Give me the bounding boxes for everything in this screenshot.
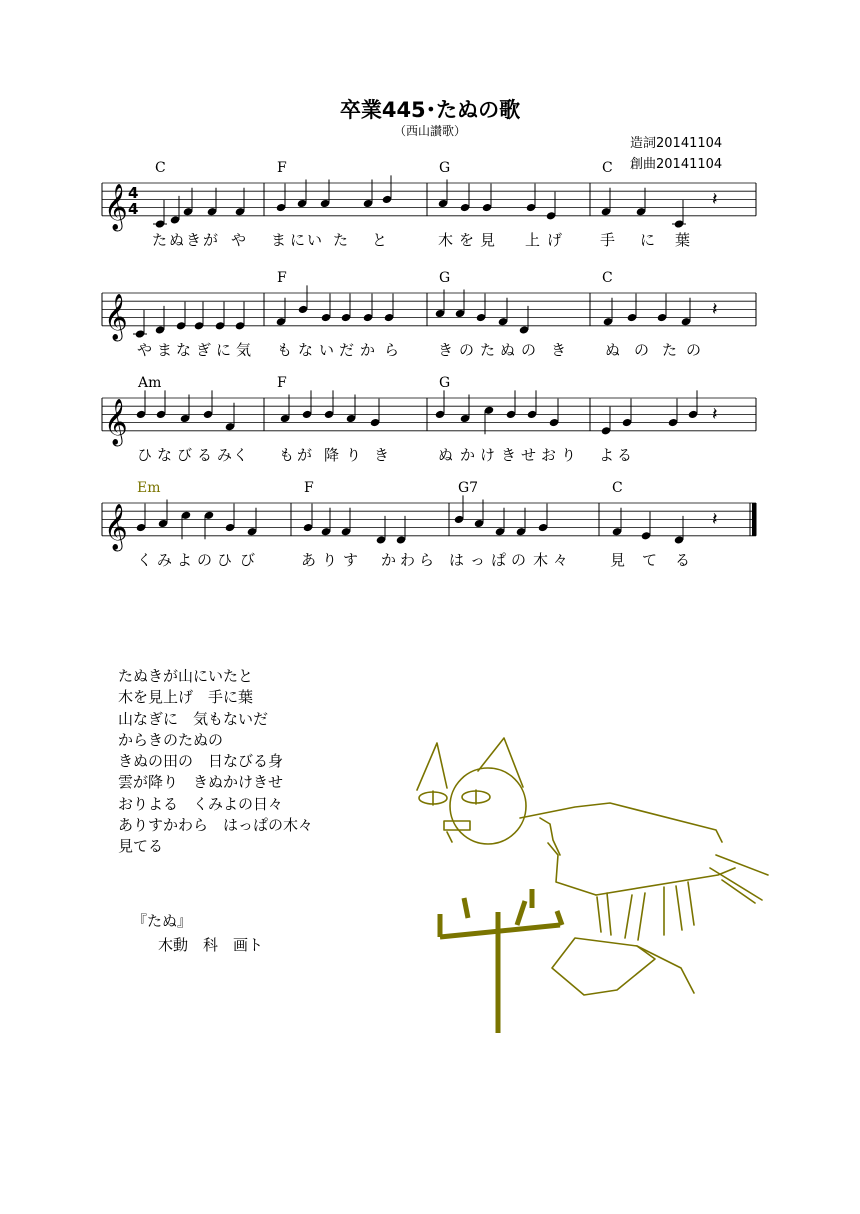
lyric-syllable: っ — [470, 551, 486, 569]
chord-symbol: G7 — [458, 480, 479, 496]
lyric-syllable: る — [675, 551, 691, 569]
poem-line: ありすかわら はっぱの木々 — [118, 816, 314, 835]
lyric-syllable: く — [137, 551, 153, 569]
lyric-syllable: の — [197, 551, 213, 569]
music-credit: 創曲20141104 — [630, 157, 723, 172]
head-circle — [450, 768, 526, 844]
quarter-rest-icon: 𝄽 — [712, 404, 718, 425]
lyric-syllable: 見 — [480, 231, 496, 249]
lyric-syllable: な — [157, 446, 173, 464]
lyric-syllable: 葉 — [675, 231, 691, 249]
lyric-syllable: ま — [157, 341, 173, 359]
lyric-syllable: の — [686, 341, 702, 359]
poem-line: 雲が降り きぬかけきせ — [118, 773, 284, 792]
lyric-syllable: な — [176, 341, 192, 359]
lyric-syllable: だ — [339, 341, 355, 359]
lyric-syllable: 手 — [600, 231, 616, 249]
lyric-syllable: に — [640, 231, 656, 249]
lyric-syllable: も — [279, 446, 295, 464]
lyric-syllable: た — [662, 341, 678, 359]
lyric-syllable: か — [360, 341, 376, 359]
page-title: 卒業445･たぬの歌 — [339, 98, 521, 122]
leg-lines — [597, 882, 694, 940]
lyric-syllable: 気 — [236, 341, 252, 359]
lyric-syllable: ら — [384, 341, 400, 359]
lyric-syllable: り — [346, 446, 362, 464]
lyric-syllable: よ — [177, 551, 193, 569]
poem-line: おりよる くみよの日々 — [118, 794, 284, 813]
treble-clef-icon: 𝄞 — [104, 293, 128, 340]
left-ear-line — [417, 743, 447, 790]
lyric-syllable: り — [322, 551, 338, 569]
lyric-syllable: り — [561, 446, 577, 464]
lyric-syllable: お — [541, 446, 557, 464]
chord-symbol: F — [277, 270, 287, 286]
lyric-syllable: ぬ — [500, 341, 516, 359]
lyric-syllable: か — [460, 446, 476, 464]
lyric-syllable: 木 — [533, 551, 549, 569]
chord-symbol: C — [155, 160, 166, 176]
chord-symbol: F — [277, 160, 287, 176]
back-line — [520, 803, 722, 842]
lyric-syllable: み — [217, 446, 233, 464]
poem-line: たぬきが山にいたと — [118, 667, 254, 685]
chord-symbol: G — [439, 160, 451, 176]
lyric-syllable: わ — [400, 551, 416, 569]
lyric-syllable: び — [240, 551, 256, 569]
lyric-syllable: な — [298, 341, 314, 359]
chord-symbol: C — [602, 270, 613, 286]
lyric-syllable: も — [277, 341, 293, 359]
poem-line: きぬの田の 日なびる身 — [118, 752, 284, 771]
quarter-rest-icon: 𝄽 — [712, 509, 718, 530]
artwork-title: 『たぬ』 — [132, 912, 193, 930]
lyric-syllable: た — [333, 231, 349, 249]
lyric-syllable: ぬ — [438, 446, 454, 464]
lyric-syllable: 降 — [324, 446, 340, 464]
lyric-syllable: ひ — [217, 551, 233, 569]
lyric-syllable: び — [177, 446, 193, 464]
tail-lines — [710, 855, 768, 903]
lyric-syllable: せ — [521, 446, 537, 464]
final-barline-thick — [752, 503, 756, 536]
lyric-syllable: あ — [301, 551, 317, 569]
lyric-syllable: て — [642, 551, 658, 569]
lyric-syllable: き — [374, 446, 390, 464]
lyric-syllable: く — [233, 446, 249, 464]
time-signature-bottom: 4 — [128, 200, 139, 218]
lyric-syllable: の — [521, 341, 537, 359]
lyric-syllable: が — [203, 231, 219, 249]
lyric-syllable: る — [617, 446, 633, 464]
lyric-syllable: い — [307, 231, 323, 249]
lyric-syllable: に — [290, 231, 306, 249]
chord-symbol: G — [439, 375, 451, 391]
lyric-syllable: 見 — [610, 551, 626, 569]
lyrics-credit: 造詞20141104 — [630, 136, 723, 151]
poem-line: からきのたぬの — [118, 730, 224, 749]
lyric-syllable: き — [551, 341, 567, 359]
lyric-syllable: す — [343, 551, 359, 569]
lyric-syllable: よ — [599, 446, 615, 464]
lyric-syllable: ひ — [137, 446, 153, 464]
poem-line: 山なぎに 気もないだ — [118, 709, 269, 728]
treble-clef-icon: 𝄞 — [104, 183, 128, 230]
belly-line — [596, 868, 735, 895]
lyric-syllable: ぱ — [491, 551, 507, 569]
lyric-syllable: 木 — [438, 231, 454, 249]
lyric-syllable: や — [137, 341, 153, 359]
lyric-syllable: ら — [419, 551, 435, 569]
lyric-syllable: と — [372, 231, 388, 249]
lyric-syllable: き — [501, 446, 517, 464]
lyric-syllable: き — [438, 341, 454, 359]
lyric-syllable: の — [634, 341, 650, 359]
chord-symbol: Em — [137, 480, 161, 496]
lyric-syllable: み — [157, 551, 173, 569]
poem-text — [118, 666, 313, 858]
tanuki-drawing — [400, 730, 800, 1050]
poem-line: 木を見上げ 手に葉 — [118, 688, 254, 707]
chord-symbol: F — [277, 375, 287, 391]
chord-symbol: G — [439, 270, 451, 286]
chord-symbol: C — [612, 480, 623, 496]
chord-symbol: Am — [138, 375, 162, 391]
lyric-syllable: を — [459, 231, 475, 249]
treble-clef-icon: 𝄞 — [104, 398, 128, 445]
lyric-syllable: ぎ — [196, 341, 212, 359]
artist-signature: 木動 科 画ト — [158, 936, 264, 954]
lyric-syllable: に — [216, 341, 232, 359]
lyric-syllable: の — [459, 341, 475, 359]
tree-drawing — [440, 889, 562, 1033]
lyric-syllable: ぬ — [605, 341, 621, 359]
lyric-syllable: た — [152, 231, 168, 249]
quarter-rest-icon: 𝄽 — [712, 299, 718, 320]
quarter-rest-icon: 𝄽 — [712, 189, 718, 210]
lyric-syllable: 上 — [525, 231, 541, 249]
chord-symbol: F — [304, 480, 314, 496]
poem-line: 見てる — [118, 837, 164, 856]
lyric-syllable: の — [511, 551, 527, 569]
chord-symbol: C — [602, 160, 613, 176]
lyric-syllable: ま — [271, 231, 287, 249]
lyric-syllable: が — [297, 446, 313, 464]
lyric-syllable: い — [319, 341, 335, 359]
lyric-syllable: 々 — [553, 551, 569, 569]
lyric-syllable: た — [480, 341, 496, 359]
lyric-syllable: は — [449, 551, 465, 569]
lyric-syllable: や — [231, 231, 247, 249]
time-signature-top: 4 — [128, 184, 139, 202]
lyric-syllable: げ — [547, 231, 563, 249]
treble-clef-icon: 𝄞 — [104, 503, 128, 550]
page-subtitle: （西山讃歌） — [393, 124, 466, 138]
sheet-music-score — [0, 0, 860, 600]
lyric-syllable: け — [480, 446, 496, 464]
lyric-syllable: き — [186, 231, 202, 249]
lyric-syllable: る — [197, 446, 213, 464]
lyric-syllable: か — [381, 551, 397, 569]
lyric-syllable: ぬ — [169, 231, 185, 249]
